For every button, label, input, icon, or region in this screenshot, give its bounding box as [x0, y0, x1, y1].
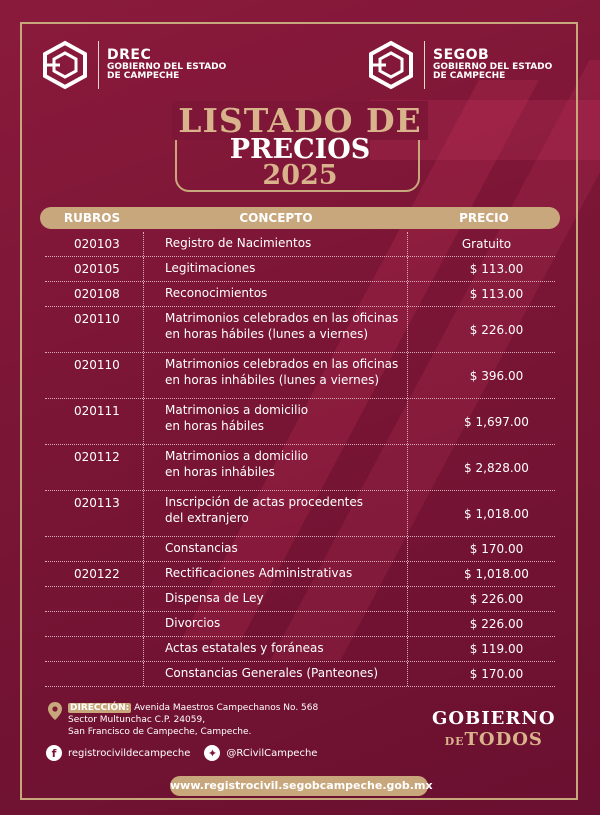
precio-cell: $ 119.00: [469, 642, 524, 656]
price-table: [45, 232, 555, 687]
title-line1: LISTADO DE: [0, 101, 600, 140]
facebook-handle[interactable]: registrocivildecampeche: [68, 747, 191, 759]
brand-de: DE: [444, 735, 465, 748]
hexagon-logo-icon: [366, 40, 416, 90]
address-label: DIRECCIÓN:: [70, 703, 130, 713]
concepto-line: Rectificaciones Administrativas: [165, 566, 353, 580]
precio-cell: Gratuito: [461, 237, 512, 251]
table-header: [40, 207, 560, 229]
title-year: 2025: [262, 160, 338, 191]
concepto-line: Constancias: [165, 541, 238, 555]
table-row: [45, 537, 555, 562]
rubro-cell: 020113: [45, 491, 144, 536]
rubro-cell: 020122: [45, 562, 144, 586]
title-line2: PRECIOS: [229, 134, 371, 165]
logo-name: DREC: [107, 47, 152, 64]
concepto-line: Matrimonios celebrados en las oficinas: [165, 311, 399, 325]
table-row: [45, 445, 555, 491]
rubro-cell: [45, 612, 144, 636]
table-row: [45, 637, 555, 662]
concepto-line: Reconocimientos: [165, 286, 268, 300]
segob-logo: [366, 40, 552, 90]
table-row: [45, 353, 555, 399]
precio-cell: $ 396.00: [469, 368, 524, 383]
table-row: [45, 491, 555, 537]
rubro-cell: [45, 587, 144, 611]
concepto-line: Inscripción de actas procedentes: [165, 495, 364, 509]
table-row: [45, 282, 555, 307]
address-line3: San Francisco de Campeche, Campeche.: [68, 727, 252, 737]
header-rubros: RUBROS: [63, 211, 121, 225]
concepto-line: en horas inhábiles: [165, 465, 275, 479]
concepto-line: Matrimonios a domicilio: [165, 403, 309, 417]
precio-cell: $ 113.00: [469, 287, 524, 301]
header-precio: PRECIO: [459, 211, 509, 225]
brand-todos: TODOS: [464, 729, 543, 750]
logo-divider: [424, 41, 425, 89]
drec-logo: [40, 40, 226, 90]
concepto-line: Legitimaciones: [165, 261, 256, 275]
concepto-line: Dispensa de Ley: [165, 591, 264, 605]
rubro-cell: 020110: [45, 353, 144, 398]
social-links: [46, 745, 317, 761]
concepto-line: en horas hábiles (lunes a viernes): [165, 327, 369, 341]
logo-line1: GOBIERNO DEL ESTADO: [107, 61, 227, 72]
table-row: [45, 612, 555, 637]
address-line1: Avenida Maestros Campechanos No. 568: [134, 703, 319, 713]
twitter-icon[interactable]: ✦: [204, 745, 220, 761]
concepto-cell: [144, 537, 408, 561]
concepto-cell: [144, 662, 408, 686]
table-row: [45, 307, 555, 353]
concepto-cell: [144, 637, 408, 661]
concepto-cell: [144, 491, 408, 536]
logo-name: SEGOB: [433, 47, 490, 64]
table-row: [45, 257, 555, 282]
concepto-cell: [144, 445, 408, 490]
precio-cell: $ 170.00: [469, 542, 524, 556]
gobierno-de-todos-logo: [432, 708, 556, 750]
table-row: [45, 399, 555, 445]
rubro-cell: [45, 637, 144, 661]
logo-line1: GOBIERNO DEL ESTADO: [433, 61, 553, 72]
rubro-cell: 020105: [45, 257, 144, 281]
rubro-cell: 020110: [45, 307, 144, 352]
precio-cell: $ 1,697.00: [464, 414, 529, 429]
table-row: [45, 662, 555, 687]
concepto-line: Matrimonios a domicilio: [165, 449, 309, 463]
address-line2: Sector Multunchac C.P. 24059,: [68, 715, 206, 725]
precio-cell: $ 1,018.00: [464, 567, 529, 581]
rubro-cell: 020103: [45, 232, 144, 256]
precio-cell: $ 113.00: [469, 262, 524, 276]
concepto-line: en horas hábiles: [165, 419, 264, 433]
concepto-cell: [144, 282, 408, 306]
location-pin-icon: [48, 702, 62, 720]
precio-cell: $ 226.00: [469, 322, 524, 337]
rubro-cell: 020112: [45, 445, 144, 490]
concepto-line: Matrimonios celebrados en las oficinas: [165, 357, 399, 371]
logo-divider: [98, 41, 99, 89]
logo-line2: DE CAMPECHE: [433, 71, 506, 82]
rubro-cell: 020111: [45, 399, 144, 444]
concepto-line: en horas inhábiles (lunes a viernes): [165, 373, 380, 387]
concepto-line: Registro de Nacimientos: [165, 236, 312, 250]
logo-line2: DE CAMPECHE: [107, 71, 180, 82]
rubro-cell: 020108: [45, 282, 144, 306]
table-row: [45, 232, 555, 257]
header-concepto: CONCEPTO: [239, 211, 313, 225]
precio-cell: $ 2,828.00: [464, 460, 529, 475]
twitter-handle[interactable]: @RCivilCampeche: [226, 747, 318, 759]
concepto-cell: [144, 353, 408, 398]
concepto-cell: [144, 307, 408, 352]
concepto-line: Actas estatales y foráneas: [165, 641, 324, 655]
address-block: [48, 702, 318, 738]
table-row: [45, 562, 555, 587]
concepto-cell: [144, 257, 408, 281]
concepto-cell: [144, 232, 408, 256]
concepto-cell: [144, 562, 408, 586]
rubro-cell: [45, 662, 144, 686]
concepto-line: Divorcios: [165, 616, 221, 630]
concepto-cell: [144, 587, 408, 611]
hexagon-logo-icon: [40, 40, 90, 90]
website-url[interactable]: www.registrocivil.segobcampeche.gob.mx: [170, 776, 428, 796]
concepto-cell: [144, 612, 408, 636]
table-row: [45, 587, 555, 612]
precio-cell: $ 1,018.00: [464, 506, 529, 521]
precio-cell: $ 226.00: [469, 592, 524, 606]
brand-line1: GOBIERNO: [432, 708, 556, 729]
concepto-line: Constancias Generales (Panteones): [165, 666, 379, 680]
precio-cell: $ 226.00: [469, 617, 524, 631]
concepto-line: del extranjero: [165, 511, 249, 525]
precio-cell: $ 170.00: [469, 667, 524, 681]
concepto-cell: [144, 399, 408, 444]
facebook-icon[interactable]: f: [46, 745, 62, 761]
rubro-cell: [45, 537, 144, 561]
